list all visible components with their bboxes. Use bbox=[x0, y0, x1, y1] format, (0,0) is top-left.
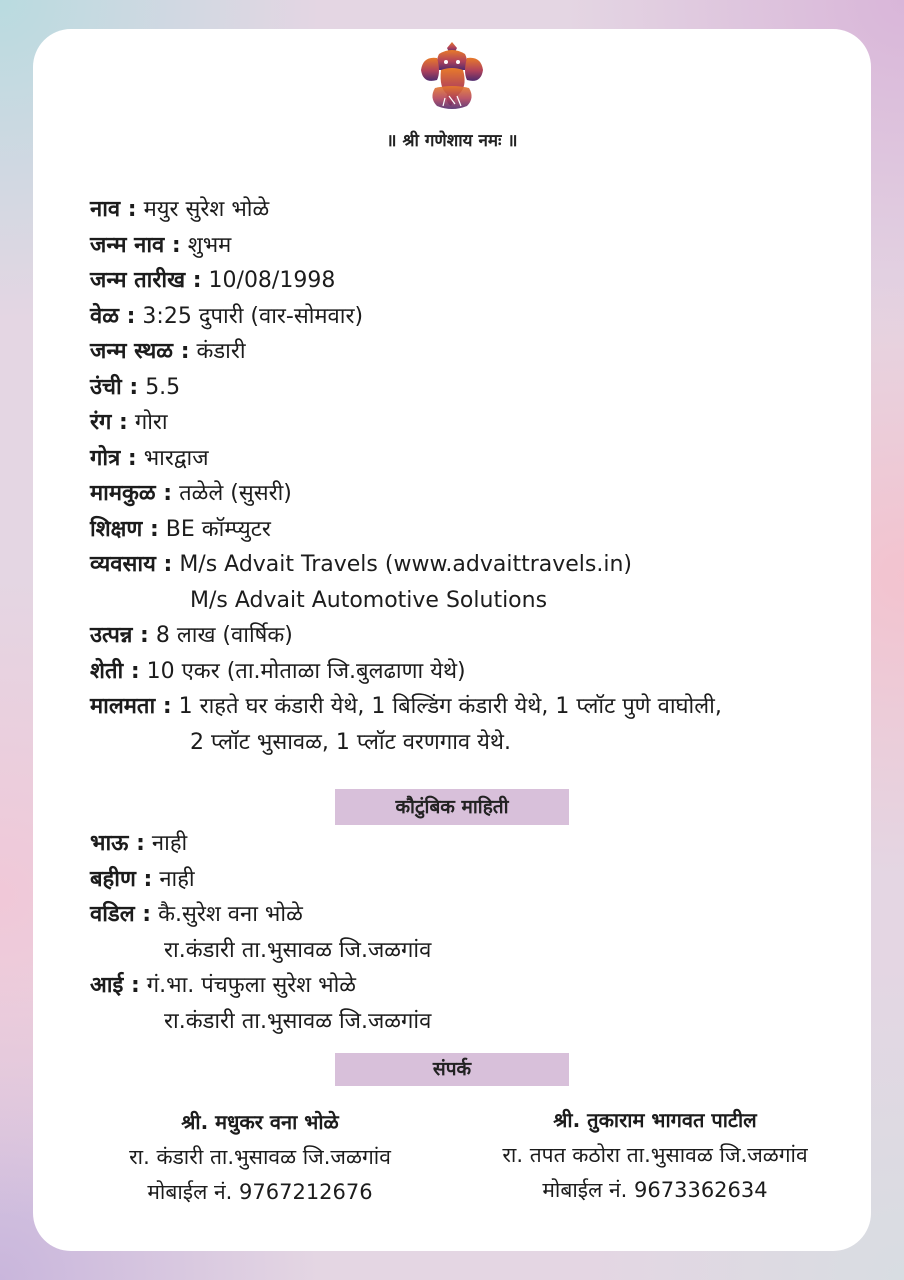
detail-birth-name bbox=[90, 228, 870, 264]
detail-value: 3:25 दुपारी (वार-सोमवार) bbox=[142, 303, 364, 329]
detail-label: गोत्र : bbox=[90, 445, 137, 471]
contact-mobile: मोबाईल नं. 9673362634 bbox=[542, 1178, 768, 1202]
detail-label: मालमता : bbox=[90, 694, 172, 719]
contact-section-heading: संपर्क bbox=[335, 1053, 569, 1086]
detail-label: उत्पन्न : bbox=[90, 623, 149, 648]
detail-label: जन्म नाव : bbox=[90, 232, 181, 258]
detail-label: उंची : bbox=[90, 374, 139, 400]
detail-value: 10/08/1998 bbox=[208, 268, 336, 293]
detail-height bbox=[90, 370, 870, 406]
detail-value: मयुर सुरेश भोळे bbox=[143, 197, 270, 222]
contact-mobile: मोबाईल नं. 9767212676 bbox=[147, 1180, 373, 1204]
detail-label: मामकुळ : bbox=[90, 481, 173, 506]
ganesha-icon bbox=[417, 40, 487, 112]
detail-label: वेळ : bbox=[90, 303, 136, 329]
detail-value: BE कॉम्प्युटर bbox=[165, 516, 271, 542]
detail-name bbox=[90, 192, 870, 228]
detail-income bbox=[90, 618, 870, 654]
family-label: बहीण : bbox=[90, 866, 153, 892]
salutation-text: ॥ श्री गणेशाय नमः ॥ bbox=[386, 131, 518, 151]
detail-label: नाव : bbox=[90, 197, 137, 222]
detail-value: 1 राहते घर कंडारी येथे, 1 बिल्डिंग कंडारी येथे, 1 प्लॉट पुणे वाघोली, bbox=[178, 694, 722, 719]
contact-person-2 bbox=[460, 1104, 850, 1208]
detail-value: 5.5 bbox=[145, 374, 181, 400]
detail-farmland bbox=[90, 654, 870, 690]
family-sister bbox=[90, 862, 790, 898]
family-value: नाही bbox=[151, 831, 188, 856]
detail-value: कंडारी bbox=[196, 339, 246, 364]
detail-complexion bbox=[90, 405, 870, 441]
detail-maternal-family bbox=[90, 476, 870, 512]
detail-label: रंग : bbox=[90, 410, 128, 435]
detail-birth-place bbox=[90, 334, 870, 370]
detail-value: शुभम bbox=[187, 232, 232, 258]
detail-birth-date bbox=[90, 263, 870, 299]
detail-property-continuation: 2 प्लॉट भुसावळ, 1 प्लॉट वरणगाव येथे. bbox=[190, 729, 511, 755]
detail-label: व्यवसाय : bbox=[90, 552, 173, 577]
family-mother bbox=[90, 968, 790, 1004]
family-label: भाऊ : bbox=[90, 831, 145, 856]
family-father-address: रा.कंडारी ता.भुसावळ जि.जळगांव bbox=[164, 937, 432, 963]
family-value: गं.भा. पंचफुला सुरेश भोळे bbox=[146, 973, 357, 998]
detail-value: M/s Advait Travels (www.advaittravels.in) bbox=[179, 552, 633, 577]
detail-property bbox=[90, 689, 870, 725]
contact-name: श्री. तुकाराम भागवत पाटील bbox=[553, 1108, 757, 1132]
detail-value: 8 लाख (वार्षिक) bbox=[155, 623, 293, 648]
detail-value: गोरा bbox=[134, 410, 168, 435]
detail-label: शेती : bbox=[90, 658, 140, 684]
family-details bbox=[90, 826, 790, 1039]
contact-name: श्री. मधुकर वना भोळे bbox=[181, 1110, 339, 1134]
family-brother bbox=[90, 826, 790, 862]
family-section-heading: कौटुंबिक माहिती bbox=[335, 789, 569, 825]
contact-address: रा. तपत कठोरा ता.भुसावळ जि.जळगांव bbox=[502, 1143, 808, 1167]
detail-label: जन्म तारीख : bbox=[90, 268, 202, 293]
family-value: नाही bbox=[159, 866, 195, 892]
detail-value: भारद्वाज bbox=[143, 445, 209, 471]
detail-value: 10 एकर (ता.मोताळा जि.बुलढाणा येथे) bbox=[146, 658, 466, 684]
family-label: आई : bbox=[90, 973, 140, 998]
family-value: कै.सुरेश वना भोळे bbox=[158, 902, 303, 927]
detail-value: तळेले (सुसरी) bbox=[179, 481, 292, 506]
family-father bbox=[90, 897, 790, 933]
contact-address: रा. कंडारी ता.भुसावळ जि.जळगांव bbox=[129, 1145, 391, 1169]
detail-education bbox=[90, 512, 870, 548]
personal-details bbox=[90, 192, 870, 760]
detail-occupation bbox=[90, 547, 870, 583]
detail-label: शिक्षण : bbox=[90, 516, 159, 542]
detail-label: जन्म स्थळ : bbox=[90, 339, 190, 364]
contact-person-1 bbox=[70, 1104, 450, 1210]
detail-occupation-continuation: M/s Advait Automotive Solutions bbox=[190, 587, 548, 613]
detail-time bbox=[90, 299, 870, 335]
detail-gotra bbox=[90, 441, 870, 477]
family-mother-address: रा.कंडारी ता.भुसावळ जि.जळगांव bbox=[164, 1008, 432, 1034]
family-label: वडिल : bbox=[90, 902, 152, 927]
